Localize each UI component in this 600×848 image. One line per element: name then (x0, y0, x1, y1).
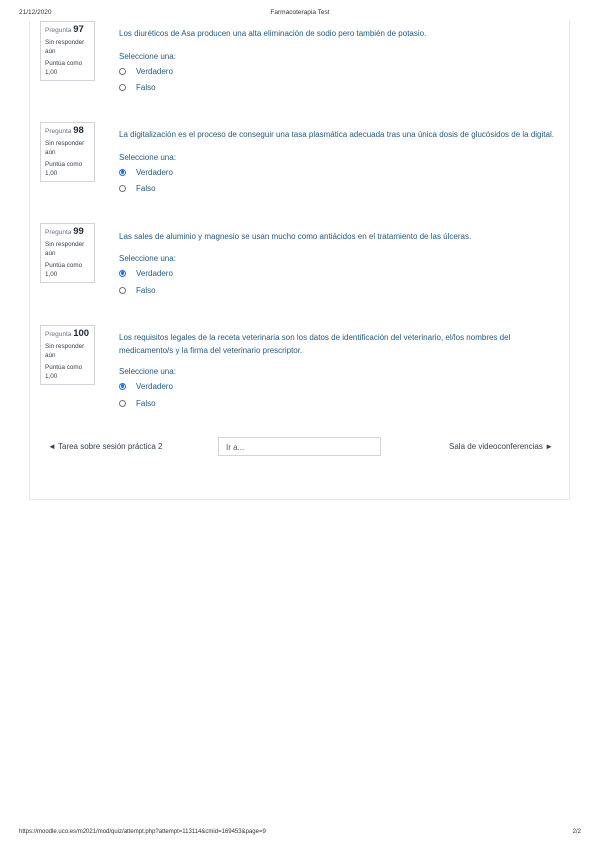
option-label: Verdadero (136, 66, 173, 76)
print-title: Farmacoterapia Test (270, 9, 330, 16)
question-info-box (40, 21, 95, 81)
question-info-box (40, 223, 95, 283)
question-points: Puntúa como 1,00 (45, 364, 83, 380)
quiz-content-frame (29, 20, 570, 500)
select-prompt: Seleccione una: (119, 52, 176, 61)
question-text: Las sales de aluminio y magnesio se usan mucho como antiácidos en el tratamiento de las úlceras. (119, 232, 472, 241)
radio-button[interactable] (119, 84, 126, 91)
select-prompt: Seleccione una: (119, 153, 176, 162)
select-prompt: Seleccione una: (119, 254, 176, 263)
question-info-box (40, 325, 95, 385)
question-text: Los requisitos legales de la receta veterinaria son los datos de identificación del veterinario, el/los nombres del medicamento/s y la firma del veterinario prescriptor. (119, 333, 511, 355)
option-label: Falso (136, 183, 156, 193)
question-status: Sin responder aún (45, 140, 85, 156)
select-prompt: Seleccione una: (119, 367, 176, 376)
radio-button[interactable] (119, 400, 126, 407)
print-date: 21/12/2020 (19, 9, 52, 16)
question-number: Pregunta 99 (45, 226, 84, 237)
option-false[interactable] (119, 397, 156, 409)
radio-button[interactable] (119, 68, 126, 75)
question-text: La digitalización es el proceso de conseguir una tasa plasmática adecuada tras una única dosis de glucósidos de la digital. (119, 130, 554, 139)
previous-activity-link[interactable]: ◄ Tarea sobre sesión práctica 2 (48, 442, 163, 451)
question-number: Pregunta 97 (45, 24, 84, 35)
print-url: https://moodle.uco.es/m2021/mod/quiz/attempt.php?attempt=113114&cmid=169453&page=9 (19, 829, 266, 835)
question-text: Los diuréticos de Asa producen una alta eliminación de sodio pero también de potasio. (119, 29, 427, 38)
radio-button-selected[interactable] (119, 169, 126, 176)
option-true[interactable] (119, 267, 173, 279)
radio-button-selected[interactable] (119, 383, 126, 390)
question-points: Puntúa como 1,00 (45, 161, 83, 177)
question-number: Pregunta 100 (45, 328, 90, 339)
question-status: Sin responder aún (45, 241, 85, 257)
option-label: Verdadero (136, 381, 173, 391)
question-info-box (40, 122, 95, 182)
option-label: Verdadero (136, 167, 173, 177)
option-true[interactable] (119, 166, 173, 178)
option-true[interactable] (119, 380, 173, 392)
option-label: Falso (136, 398, 156, 408)
option-label: Verdadero (136, 268, 173, 278)
print-page-number: 2/2 (572, 829, 581, 835)
next-activity-link[interactable]: Sala de videoconferencias ► (449, 442, 553, 451)
question-points: Puntúa como 1,00 (45, 262, 83, 278)
radio-button-selected[interactable] (119, 270, 126, 277)
option-true[interactable] (119, 65, 173, 77)
question-number: Pregunta 98 (45, 125, 84, 136)
option-false[interactable] (119, 182, 156, 194)
question-status: Sin responder aún (45, 39, 85, 55)
jump-to-select[interactable]: Ir a... (218, 437, 381, 456)
option-label: Falso (136, 82, 156, 92)
radio-button[interactable] (119, 287, 126, 294)
option-label: Falso (136, 285, 156, 295)
option-false[interactable] (119, 81, 156, 93)
question-status: Sin responder aún (45, 343, 85, 359)
option-false[interactable] (119, 284, 156, 296)
question-points: Puntúa como 1,00 (45, 60, 83, 76)
radio-button[interactable] (119, 185, 126, 192)
